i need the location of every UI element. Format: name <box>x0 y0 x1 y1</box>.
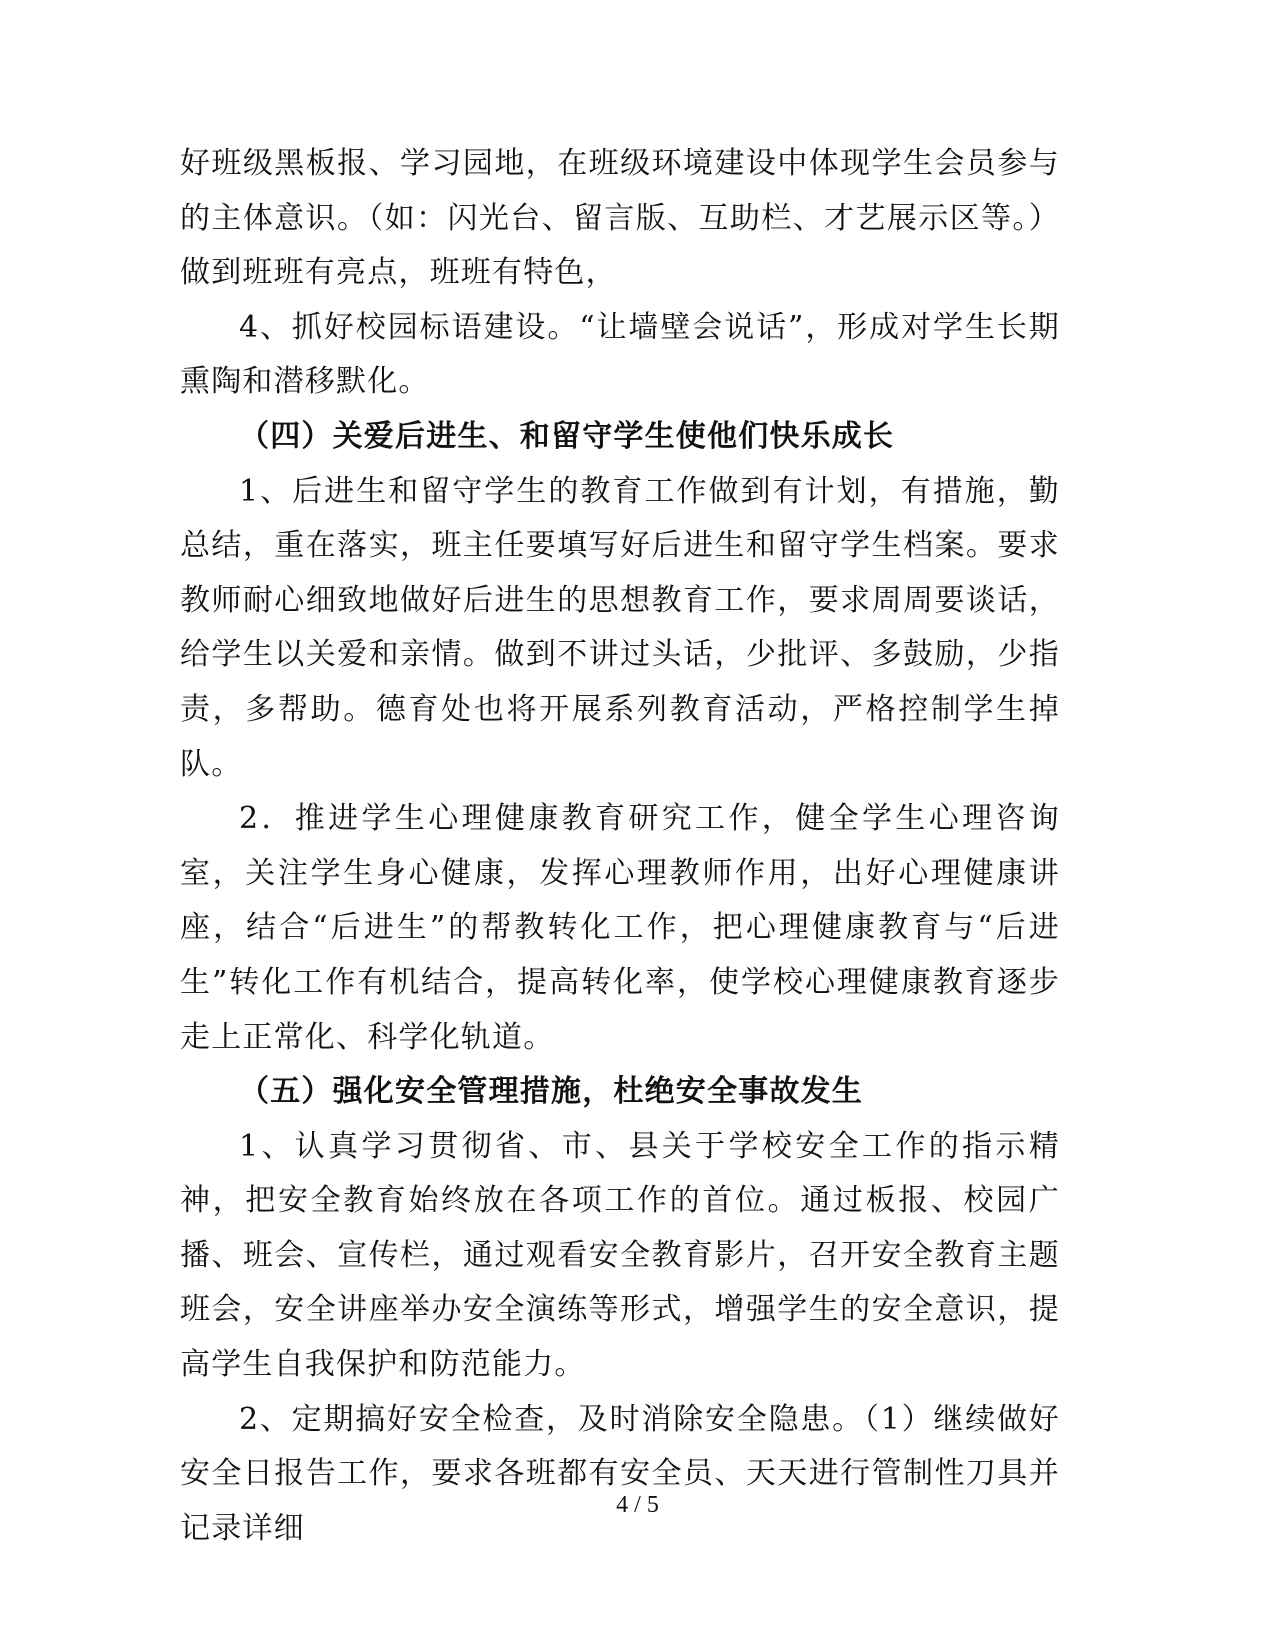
section-heading-five: （五）强化安全管理措施，杜绝安全事故发生 <box>239 1074 863 1110</box>
paragraph-safety-education: 1、认真学习贯彻省、市、县关于学校安全工作的指示精神，把安全教育始终放在各项工作的首位。通过板报、校园广播、班会、宣传栏，通过观看安全教育影片，召开安全教育主题班会，安全讲座举办安全演练等形式，增强学生的安全意识，提高学生自我保护和防范能力。 <box>180 1128 1060 1383</box>
page-number: 4 / 5 <box>616 1492 659 1518</box>
paragraph-mental-health: 2．推进学生心理健康教育研究工作，健全学生心理咨询室，关注学生身心健康，发挥心理教师作用，出好心理健康讲座，结合“后进生”的帮教转化工作，把心理健康教育与“后进生”转化工作有机结合，提高转化率，使学校心理健康教育逐步走上正常化、科学化轨道。 <box>180 801 1060 1055</box>
paragraph-safety-inspection: 2、定期搞好安全检查，及时消除安全隐患。（1）继续做好安全日报告工作，要求各班都有安全员、天天进行管制性刀具并记录详细 <box>180 1401 1060 1546</box>
paragraph-class-environment: 好班级黑板报、学习园地，在班级环境建设中体现学生会员参与的主体意识。（如：闪光台、留言版、互助栏、才艺展示区等。）做到班班有亮点，班班有特色， <box>180 146 1060 291</box>
section-heading-four: （四）关爱后进生、和留守学生使他们快乐成长 <box>239 418 895 454</box>
paragraph-underachieving-students: 1、后进生和留守学生的教育工作做到有计划，有措施，勤总结，重在落实，班主任要填写好后进生和留守学生档案。要求教师耐心细致地做好后进生的思想教育工作，要求周周要谈话，给学生以关爱和亲情。做到不讲过头话，少批评、多鼓励，少指责，多帮助。德育处也将开展系列教育活动，严格控制学生掉队。 <box>180 473 1060 782</box>
document-body <box>180 137 1060 1556</box>
paragraph-campus-slogans: 4、抓好校园标语建设。“让墙壁会说话”，形成对学生长期熏陶和潜移默化。 <box>180 309 1060 400</box>
